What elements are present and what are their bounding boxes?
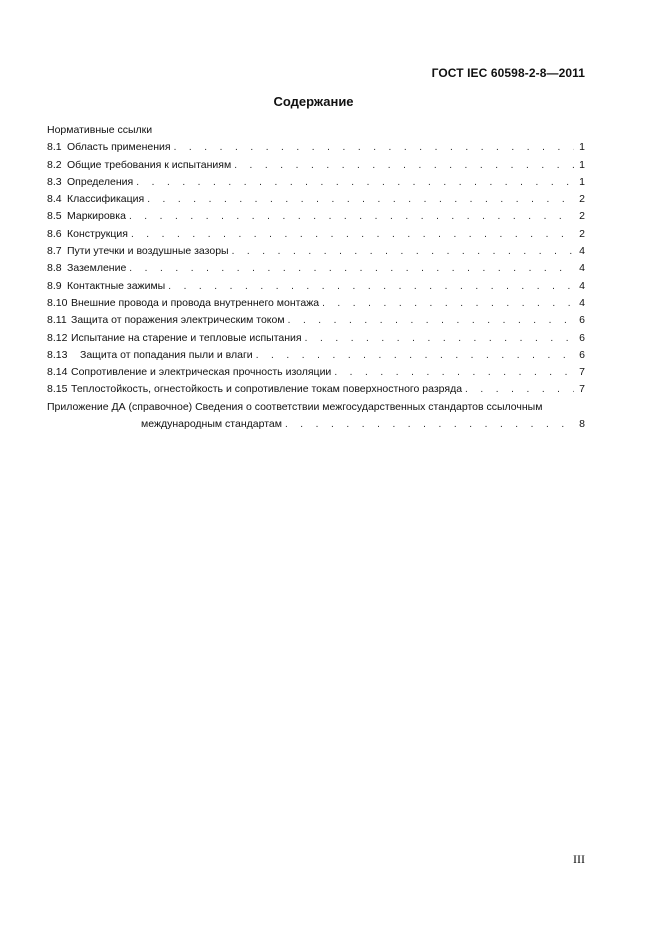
toc-entry-page: 4 [579,262,585,275]
toc-entry-page: 7 [579,383,585,396]
toc-entry-number: 8.12 [47,331,68,344]
toc-entry-8-5[interactable] [47,208,585,225]
toc-entry-label: Сопротивление и электрическая прочность изоляции [71,366,332,379]
document-code: ГОСТ IEC 60598-2-8—2011 [431,66,585,80]
toc-entry-number: 8.11 [47,314,67,327]
toc-entry-label: Теплостойкость, огнестойкость и сопротивление токам поверхностного разряда [71,383,463,396]
toc-entry-number: 8.15 [47,383,68,396]
toc-leader-dots [131,226,574,243]
toc-entry-8-12[interactable] [47,330,585,347]
toc-entry-number: 8.9 [47,279,62,292]
toc-entry-label: Пути утечки и воздушные зазоры [67,245,229,258]
toc-entry-label: Классификация [67,193,145,206]
toc-leader-dots [168,278,574,295]
toc-entry-label: Заземление [67,262,127,275]
table-of-contents [47,122,585,433]
toc-entry-page: 2 [579,227,585,240]
toc-entry-label: Маркировка [67,210,126,223]
toc-leader-dots [305,330,574,347]
toc-leader-dots [465,381,574,398]
toc-entry-8-8[interactable] [47,260,585,277]
toc-entry-8-2[interactable] [47,157,585,174]
toc-entry-label: Общие требования к испытаниям [67,158,232,171]
toc-entry-number: 8.4 [47,193,62,206]
toc-entry-page: 1 [579,175,585,188]
toc-entry-8-7[interactable] [47,243,585,260]
toc-leader-dots [147,191,574,208]
toc-entry-label: Внешние провода и провода внутреннего монтажа [71,296,320,309]
toc-leader-dots [256,347,574,364]
toc-entry-number: 8.5 [47,210,62,223]
page-number: III [573,852,585,866]
toc-entry-label: международным стандартам [141,418,282,431]
toc-entry-page: 4 [579,245,585,258]
toc-entry-page: 8 [579,418,585,431]
toc-entry-label: Защита от поражения электрическим током [71,314,285,327]
toc-entry-page: 2 [579,193,585,206]
toc-entry-8-11[interactable] [47,312,585,329]
toc-leader-dots [129,208,574,225]
toc-entry-8-4[interactable] [47,191,585,208]
toc-entry-number: 8.1 [47,141,62,154]
toc-entry-number: 8.6 [47,227,62,240]
toc-entry-8-13[interactable] [47,347,585,364]
toc-leader-dots [234,157,574,174]
toc-entry-number: 8.2 [47,158,62,171]
toc-entry-number: 8.14 [47,366,68,379]
toc-leader-dots [136,174,574,191]
toc-normative-refs[interactable]: Нормативные ссылки [47,124,153,136]
toc-leader-dots [232,243,574,260]
toc-entry-8-9[interactable] [47,278,585,295]
toc-entry-label: Конструкция [67,227,128,240]
toc-leader-dots [174,139,574,156]
toc-entry-number: 8.3 [47,175,62,188]
toc-entry-page: 4 [579,279,585,292]
toc-entry-page: 6 [579,314,585,327]
toc-entry-page: 1 [579,141,585,154]
toc-entry-label: Испытание на старение и тепловые испытания [71,331,302,344]
toc-entry-8-6[interactable] [47,226,585,243]
toc-entry-label: Определения [67,175,134,188]
toc-entry-8-14[interactable] [47,364,585,381]
toc-leader-dots [285,416,574,433]
toc-appendix-line1[interactable]: Приложение ДА (справочное) Сведения о соответствии межгосударственных стандартов ссылочным [47,400,543,413]
toc-entry-8-15[interactable] [47,381,585,398]
toc-leader-dots [334,364,574,381]
toc-entry-page: 4 [579,296,585,309]
toc-leader-dots [129,260,574,277]
toc-leader-dots [322,295,574,312]
toc-entry-label: Контактные зажимы [67,279,166,292]
toc-entry-number: 8.7 [47,245,62,258]
toc-entry-number: 8.13 [47,348,68,361]
toc-entry-label: Защита от попадания пыли и влаги [80,348,253,361]
toc-entry-8-1[interactable] [47,139,585,156]
toc-entry-number: 8.8 [47,262,62,275]
toc-leader-dots [288,312,574,329]
contents-title: Содержание [273,94,354,109]
toc-entry-page: 2 [579,210,585,223]
toc-entry-8-3[interactable] [47,174,585,191]
toc-entry-page: 1 [579,158,585,171]
toc-entry-page: 6 [579,331,585,344]
toc-entry-page: 7 [579,366,585,379]
toc-entry-number: 8.10 [47,296,68,309]
toc-entry-8-10[interactable] [47,295,585,312]
toc-appendix-line2[interactable] [47,416,585,433]
toc-entry-label: Область применения [67,141,171,154]
toc-entry-page: 6 [579,348,585,361]
